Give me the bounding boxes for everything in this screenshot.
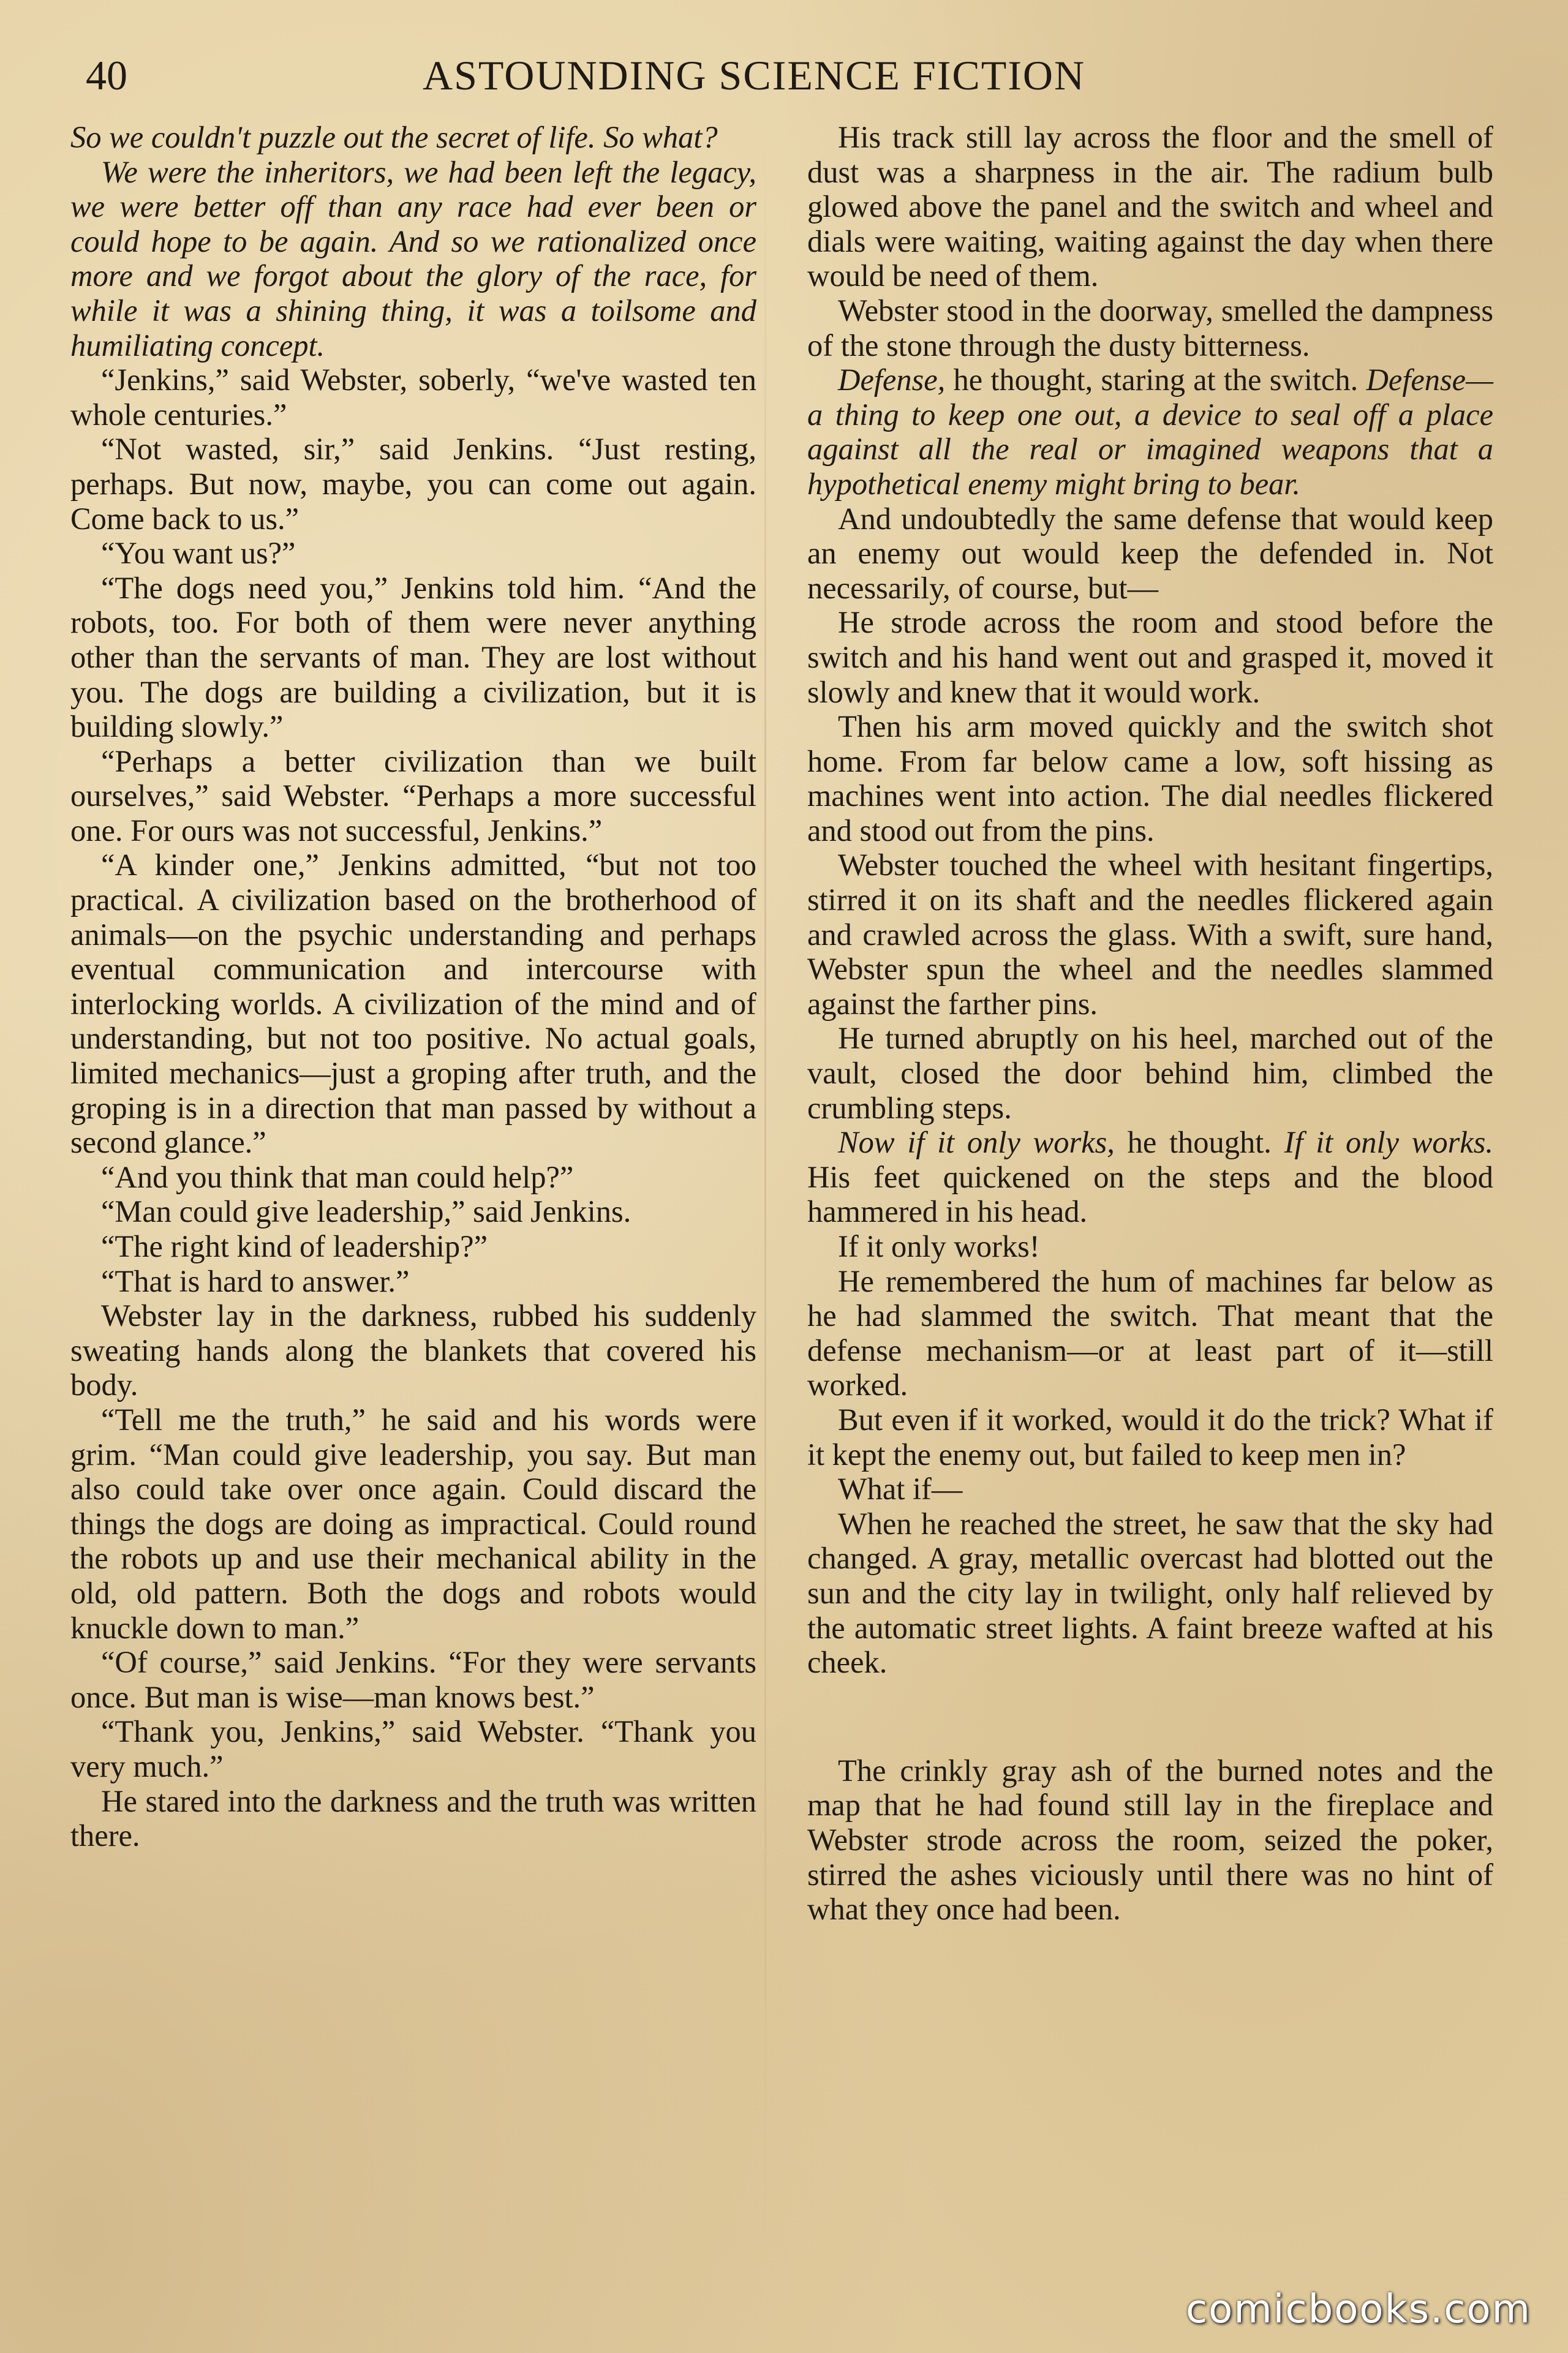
paragraph: “Not wasted, sir,” said Jenkins. “Just resting, perhaps. But now, maybe, you can come out again. Come back to us.” [70,432,756,536]
paragraph: “Thank you, Jenkins,” said Webster. “Thank you very much.” [70,1714,756,1783]
paragraph: “Perhaps a better civilization than we built ourselves,” said Webster. “Perhaps a more successful one. For ours was not successful, Jenkins.” [70,744,756,848]
paragraph: So we couldn't puzzle out the secret of life. So what? [70,120,718,154]
paragraph: And undoubtedly the same defense that would keep an enemy out would keep the defended in. Not necessarily, of course, but— [807,501,1493,605]
page-header [74,48,1494,103]
paragraph: When he reached the street, he saw that the sky had changed. A gray, metallic overcast had blotted out the sun and the city lay in twilight, only half relieved by the automatic street lights. A faint breeze wafted at his cheek. [807,1506,1493,1680]
paragraph: “Jenkins,” said Webster, soberly, “we've wasted ten whole centuries.” [70,363,756,432]
paragraph: “And you think that man could help?” [101,1159,574,1194]
paragraph [807,1125,1493,1229]
italic-span: Defense—a thing to keep one out, a device to seal off a place against all the real or imagined weapons that a hypothetical enemy might bring to bear. [807,363,1493,501]
paragraph: “The dogs need you,” Jenkins told him. “And the robots, too. For both of them were never anything other than the servants of man. They are lost without you. The dogs are building a civilization, but it is building slowly.” [70,570,756,744]
right-column [807,120,1493,1927]
paragraph [807,363,1493,501]
page-crease [764,129,766,2272]
paragraph: “You want us?” [101,536,296,571]
italic-span: Defense, [838,363,946,397]
paragraph: “Of course,” said Jenkins. “For they were servants once. But man is wise—man knows best.” [70,1645,756,1714]
running-head: ASTOUNDING SCIENCE FICTION [423,52,1086,99]
italic-span: Now if it only works, [838,1125,1115,1160]
paragraph: We were the inheritors, we had been left the legacy, we were better off than any race had ever been or could hope to be again. And so we rationalized once more and we forgot about the glory of the race, for while it was a shining thing, it was a toilsome and humiliating concept. [70,154,756,363]
paragraph: If it only works! [838,1229,1040,1263]
paragraph: “A kinder one,” Jenkins admitted, “but not too practical. A civilization based on the brotherhood of animals—on the psychic understanding and perhaps eventual communication and intercourse with interlocking worlds. A civilization of the mind and of understanding, but not too positive. No actual goals, limited mechanics—just a groping after truth, and the groping is in a direction that man passed by without a second glance.” [70,848,756,1160]
paragraph: Webster touched the wheel with hesitant fingertips, stirred it on its shaft and the needles flickered again and crawled across the glass. With a swift, sure hand, Webster spun the wheel and the needles slammed against the farther pins. [807,848,1493,1021]
paragraph: He strode across the room and stood before the switch and his hand went out and grasped it, moved it slowly and knew that it would work. [807,605,1493,709]
italic-span: If it only works. [1284,1125,1493,1160]
paragraph: Webster lay in the darkness, rubbed his suddenly sweating hands along the blankets that covered his body. [70,1298,756,1402]
paragraph: He turned abruptly on his heel, marched out of the vault, closed the door behind him, climbed the crumbling steps. [807,1021,1493,1125]
paragraph: What if— [838,1472,963,1507]
paragraph: “The right kind of leadership?” [101,1229,488,1263]
text-span: His feet quickened on the steps and the blood hammered in his head. [807,1159,1493,1229]
paragraph: His track still lay across the floor and the smell of dust was a sharpness in the air. The radium bulb glowed above the panel and the switch and wheel and dials were waiting, waiting against the day when there would be need of them. [807,120,1493,293]
paragraph: “That is hard to answer.” [101,1263,410,1298]
section-break [807,1680,1493,1753]
paragraph: Then his arm moved quickly and the switch shot home. From far below came a low, soft hissing as machines went into action. The dial needles flickered and stood out from the pins. [807,709,1493,848]
paragraph: “Tell me the truth,” he said and his words were grim. “Man could give leadership, you say. But man also could take over once again. Could discard the things the dogs are doing as impractical. Could round the robots up and use their mechanical ability in the old, old pattern. Both the dogs and robots would knuckle down to man.” [70,1402,756,1645]
paragraph: “Man could give leadership,” said Jenkins. [101,1194,631,1229]
watermark: comicbooks.com [1185,2287,1531,2332]
text-span: he thought, staring at the switch. [945,363,1366,397]
page-number: 40 [86,52,127,99]
left-column [70,120,756,1853]
paragraph: He remembered the hum of machines far below as he had slammed the switch. That meant that the defense mechanism—or at least part of it—still worked. [807,1263,1493,1402]
paragraph: He stared into the darkness and the truth was written there. [70,1783,756,1853]
text-span: he thought. [1114,1125,1284,1160]
paragraph: Webster stood in the doorway, smelled the dampness of the stone through the dusty bitterness. [807,293,1493,363]
paragraph: But even if it worked, would it do the trick? What if it kept the enemy out, but failed to keep men in? [807,1402,1493,1472]
paragraph: The crinkly gray ash of the burned notes and the map that he had found still lay in the fireplace and Webster strode across the room, seized the poker, stirred the ashes viciously until there was no hint of what they once had been. [807,1753,1493,1927]
